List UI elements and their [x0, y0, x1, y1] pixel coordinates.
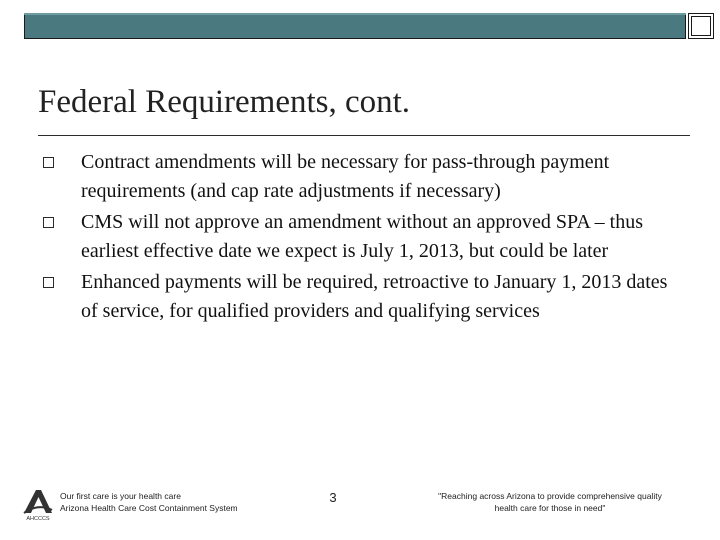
bullet-text: CMS will not approve an amendment without an approved SPA – thus earliest effective date we expect is July 1, 2013, but could be later [81, 211, 644, 262]
bullet-item [38, 268, 688, 326]
quote-line-2: health care for those in need" [494, 503, 606, 513]
title-divider [38, 135, 690, 136]
quote-line-1: "Reaching across Arizona to provide comprehensive quality [438, 491, 662, 501]
header-decorative-bar [24, 13, 686, 39]
square-bullet-icon [43, 157, 54, 168]
slide-title: Federal Requirements, cont. [38, 84, 411, 120]
logo-wordmark: AHCCCS [26, 516, 50, 522]
tagline-line-2: Arizona Health Care Cost Containment System [60, 503, 238, 513]
bullet-list [38, 148, 688, 328]
bullet-text: Enhanced payments will be required, retroactive to January 1, 2013 dates of service, for qualified providers and qualifying services [81, 271, 668, 322]
square-bullet-icon [43, 277, 54, 288]
footer-tagline [60, 490, 238, 514]
header-corner-square [688, 13, 714, 39]
square-bullet-icon [43, 217, 54, 228]
bullet-text: Contract amendments will be necessary for pass-through payment requirements (and cap rate adjustments if necessary) [81, 151, 610, 202]
footer-quote [410, 490, 690, 514]
bullet-item [38, 208, 688, 266]
ahcccs-logo-icon [21, 486, 55, 522]
tagline-line-1: Our first care is your health care [60, 491, 181, 501]
page-number: 3 [329, 490, 337, 505]
bullet-item [38, 148, 688, 206]
